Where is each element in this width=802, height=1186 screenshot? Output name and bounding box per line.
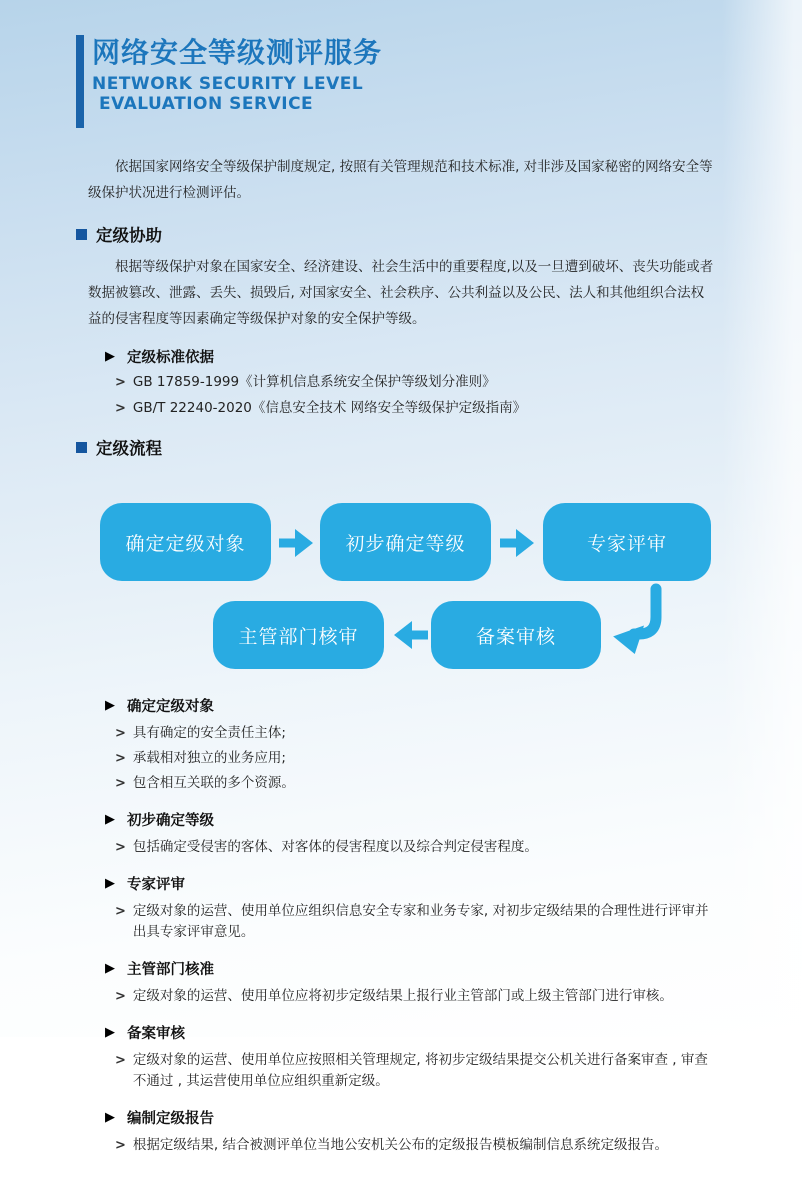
flow-step-5: 主管部门核审 bbox=[213, 601, 384, 669]
detail-item bbox=[115, 723, 715, 744]
detail-item bbox=[115, 986, 715, 1007]
detail-heading-label: 确定定级对象 bbox=[127, 699, 214, 715]
detail-heading bbox=[105, 873, 802, 894]
triangle-bullet-icon: ▶ bbox=[105, 698, 115, 713]
section-heading-grading-assist bbox=[76, 222, 802, 246]
flow-details bbox=[0, 695, 802, 1186]
detail-text: 定级对象的运营、使用单位应组织信息安全专家和业务专家, 对初步定级结果的合理性进行评审并出具专家评审意见。 bbox=[132, 903, 709, 940]
detail-text: 承载相对独立的业务应用; bbox=[132, 750, 286, 766]
arrow-left-icon bbox=[394, 621, 428, 649]
detail-text: 具有确定的安全责任主体; bbox=[132, 725, 286, 741]
header bbox=[0, 0, 802, 128]
triangle-bullet-icon: ▶ bbox=[105, 812, 115, 827]
page-subtitle-line2: EVALUATION SERVICE bbox=[99, 94, 314, 114]
curved-arrow-icon bbox=[612, 585, 664, 657]
grading-assist-paragraph: 根据等级保护对象在国家安全、经济建设、社会生活中的重要程度,以及一旦遭到破坏、丧失功能或者数据被篡改、泄露、丢失、损毁后, 对国家安全、社会秩序、公共利益以及公民、法人和其他组织合法权益的侵害程度等因素确定等级保护对象的安全保护等级。 bbox=[88, 259, 714, 327]
square-bullet-icon bbox=[76, 442, 87, 453]
detail-item bbox=[115, 837, 715, 858]
triangle-bullet-icon: ▶ bbox=[105, 961, 115, 976]
detail-item bbox=[115, 773, 715, 794]
triangle-bullet-icon: ▶ bbox=[105, 1025, 115, 1040]
detail-heading bbox=[105, 1022, 802, 1043]
triangle-bullet-icon: ▶ bbox=[105, 349, 115, 364]
gt-bullet-icon: > bbox=[115, 776, 126, 791]
detail-text: 包含相互关联的多个资源。 bbox=[132, 775, 295, 791]
detail-text: 包括确定受侵害的客体、对客体的侵害程度以及综合判定侵害程度。 bbox=[132, 839, 538, 855]
intro-paragraph: 依据国家网络安全等级保护制度规定, 按照有关管理规范和技术标准, 对非涉及国家秘密的网络安全等级保护状况进行检测评估。 bbox=[88, 159, 713, 201]
gt-bullet-icon: > bbox=[115, 1138, 126, 1153]
detail-heading-label: 编制定级报告 bbox=[127, 1111, 214, 1127]
flow-step-1: 确定定级对象 bbox=[100, 503, 271, 581]
flow-chart bbox=[0, 503, 802, 671]
detail-item bbox=[115, 1050, 715, 1092]
triangle-bullet-icon: ▶ bbox=[105, 876, 115, 891]
detail-heading-label: 专家评审 bbox=[127, 877, 185, 893]
detail-heading bbox=[105, 958, 802, 979]
gt-bullet-icon: > bbox=[115, 751, 126, 766]
detail-text: 根据定级结果, 结合被测评单位当地公安机关公布的定级报告模板编制信息系统定级报告。 bbox=[132, 1137, 668, 1153]
flow-step-4: 备案审核 bbox=[431, 601, 601, 669]
detail-heading-label: 备案审核 bbox=[127, 1026, 185, 1042]
gt-bullet-icon: > bbox=[115, 904, 126, 919]
section-heading-label: 定级协助 bbox=[96, 226, 162, 245]
square-bullet-icon bbox=[76, 229, 87, 240]
detail-item bbox=[115, 901, 715, 943]
detail-text: 定级对象的运营、使用单位应将初步定级结果上报行业主管部门或上级主管部门进行审核。 bbox=[132, 988, 673, 1004]
detail-text: 定级对象的运营、使用单位应按照相关管理规定, 将初步定级结果提交公机关进行备案审查 , 审查不通过 , 其运营使用单位应组织重新定级。 bbox=[132, 1052, 708, 1089]
gt-bullet-icon: > bbox=[115, 1053, 126, 1068]
flow-step-2: 初步确定等级 bbox=[320, 503, 491, 581]
detail-heading-label: 主管部门核准 bbox=[127, 962, 214, 978]
flow-step-3: 专家评审 bbox=[543, 503, 711, 581]
gt-bullet-icon: > bbox=[115, 989, 126, 1004]
standard-text: GB 17859-1999《计算机信息系统安全保护等级划分准则》 bbox=[132, 374, 496, 390]
gt-bullet-icon: > bbox=[115, 375, 126, 390]
triangle-bullet-icon: ▶ bbox=[105, 1110, 115, 1125]
page-title: 网络安全等级测评服务 bbox=[92, 36, 383, 69]
sub-heading-label: 定级标准依据 bbox=[127, 350, 214, 366]
section-heading-label: 定级流程 bbox=[96, 439, 162, 458]
detail-heading bbox=[105, 809, 802, 830]
standard-item bbox=[115, 372, 715, 393]
detail-item bbox=[115, 1135, 715, 1156]
detail-heading bbox=[105, 1107, 802, 1128]
gt-bullet-icon: > bbox=[115, 840, 126, 855]
gt-bullet-icon: > bbox=[115, 401, 126, 416]
detail-item bbox=[115, 748, 715, 769]
detail-heading-label: 初步确定等级 bbox=[127, 813, 214, 829]
gt-bullet-icon: > bbox=[115, 726, 126, 741]
arrow-right-icon bbox=[500, 529, 534, 557]
detail-heading bbox=[105, 695, 802, 716]
page-subtitle bbox=[92, 74, 382, 114]
standard-item bbox=[115, 398, 715, 419]
arrow-right-icon bbox=[279, 529, 313, 557]
standard-text: GB/T 22240-2020《信息安全技术 网络安全等级保护定级指南》 bbox=[132, 400, 527, 416]
sub-heading-standards bbox=[105, 346, 802, 367]
section-heading-flow bbox=[76, 435, 802, 459]
page-subtitle-line1: NETWORK SECURITY LEVEL bbox=[92, 74, 364, 94]
title-accent-bar bbox=[76, 35, 84, 128]
